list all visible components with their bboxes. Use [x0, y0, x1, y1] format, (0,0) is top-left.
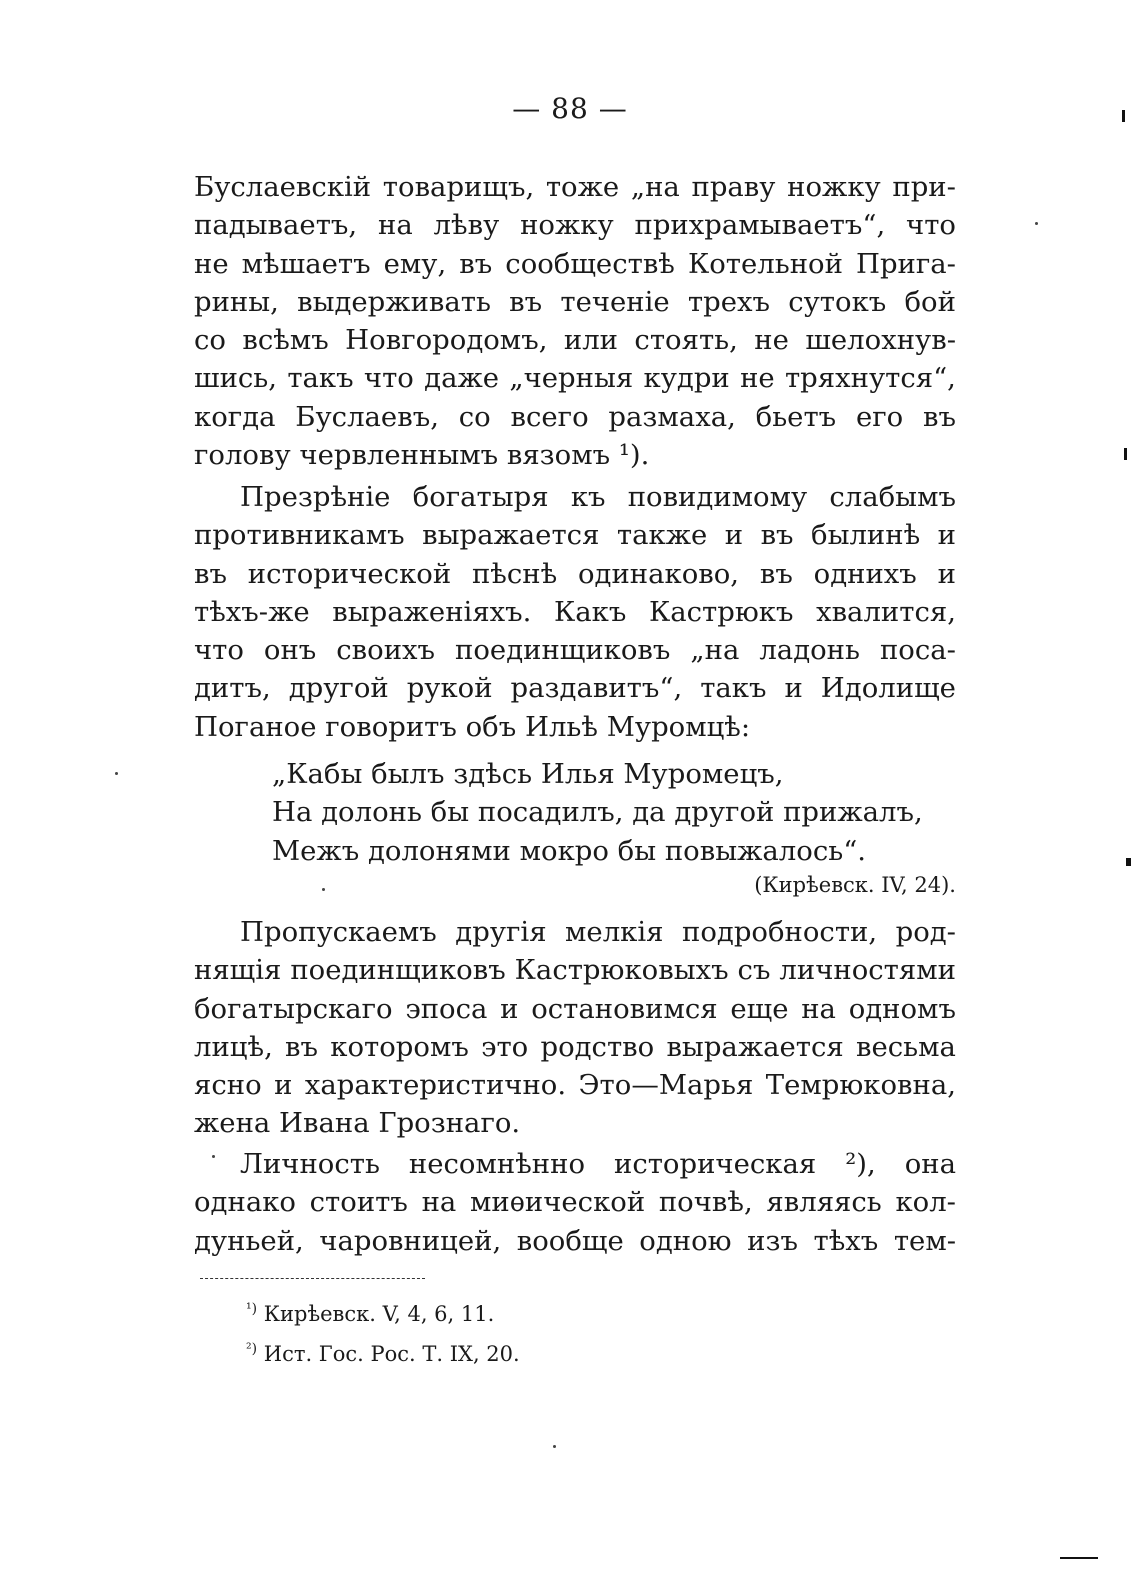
word: Новгородомъ,: [345, 324, 548, 357]
word: и: [724, 519, 744, 552]
word: въ: [923, 400, 956, 433]
word: поса-: [879, 634, 956, 667]
word: шись,: [194, 362, 278, 395]
paragraph-4: [194, 1145, 956, 1260]
word: не: [740, 362, 775, 395]
word: подробности,: [682, 916, 878, 948]
word: Какъ: [554, 595, 627, 628]
word: рукой: [406, 672, 493, 705]
word: мѣшаетъ: [241, 247, 371, 280]
word: размаха,: [608, 400, 736, 433]
scan-edge-mark: [1126, 858, 1131, 866]
word: со: [458, 400, 491, 433]
word: стоять,: [634, 324, 738, 357]
word: другой: [288, 672, 389, 705]
text-line: [194, 1066, 956, 1104]
text-line: [194, 1183, 956, 1221]
word: однихъ: [813, 557, 917, 590]
text-line: [194, 1222, 956, 1260]
scan-edge-mark: [1122, 110, 1125, 122]
word: выражается: [422, 519, 600, 552]
word: эпоса: [405, 992, 488, 1025]
word: остановимся: [531, 992, 718, 1025]
word: въ: [459, 247, 493, 280]
word: повидимому: [627, 481, 808, 513]
scan-speck: [212, 1155, 215, 1158]
word: весьма: [856, 1030, 956, 1063]
text-line: [194, 990, 956, 1028]
text-line: [194, 436, 956, 474]
verse-text: На долонь бы посадилъ, да другой прижалъ,: [272, 796, 923, 829]
word: раздавитъ“,: [510, 672, 683, 705]
word: при-: [892, 171, 956, 203]
word: противникамъ: [194, 519, 405, 552]
word: хвалится,: [816, 595, 956, 628]
verse-citation: (Кирѣевск. IV, 24).: [754, 873, 956, 897]
word: чаровницей,: [319, 1224, 502, 1257]
word: это: [481, 1030, 529, 1063]
word: ему,: [383, 247, 447, 280]
word: историческая: [613, 1148, 817, 1180]
word: поединщиковъ: [455, 634, 671, 667]
scan-speck: [553, 1445, 556, 1448]
word: его: [855, 400, 904, 433]
word: теченіе: [560, 285, 670, 318]
word: что: [363, 362, 414, 395]
word: Буслаевъ,: [295, 400, 439, 433]
word: когда: [194, 400, 276, 433]
word: лицѣ,: [194, 1030, 273, 1063]
word: что: [194, 634, 244, 667]
word: къ: [570, 481, 606, 513]
word: ножку: [520, 209, 614, 242]
word: и: [937, 519, 956, 552]
text-line: [194, 708, 956, 746]
line-text: Поганое говоритъ объ Ильѣ Муромцѣ:: [194, 710, 751, 743]
word: богатырскаго: [194, 992, 393, 1025]
word: шелохнув-: [805, 324, 956, 357]
text-line: [194, 398, 956, 436]
text-line: [194, 478, 956, 516]
text-line: [194, 593, 956, 631]
word: падываетъ,: [194, 209, 358, 242]
word: тѣхъ: [813, 1224, 879, 1257]
word: она: [904, 1148, 956, 1180]
word: еще: [730, 992, 789, 1025]
word: род-: [895, 916, 956, 948]
word: лѣву: [433, 209, 500, 242]
word: кол-: [895, 1186, 956, 1219]
word: являясь: [766, 1186, 882, 1219]
verse-text: Межъ долонями мокро бы повыжалось“.: [272, 834, 866, 867]
word: бьетъ: [755, 400, 837, 433]
text-line: [194, 168, 956, 206]
word: вообще: [516, 1224, 624, 1257]
word: сутокъ: [788, 285, 887, 318]
word: почвѣ,: [658, 1186, 753, 1219]
verse-text: „Кабы былъ здѣсь Илья Муромецъ,: [272, 758, 784, 790]
text-line: [194, 516, 956, 554]
paragraph-3: [194, 913, 956, 1143]
line-text: голову червленнымъ вязомъ ¹).: [194, 439, 650, 472]
word: выдерживать: [297, 285, 491, 318]
paragraph-1: [194, 168, 956, 474]
verse-line: [194, 832, 956, 870]
word: Личность: [240, 1148, 380, 1180]
word: трехъ: [687, 285, 771, 318]
word: или: [563, 324, 618, 357]
text-line: [194, 245, 956, 283]
word: ²),: [845, 1148, 876, 1180]
word: одномъ: [848, 992, 956, 1025]
verse-quote: [194, 755, 956, 870]
word: несомнѣнно: [408, 1148, 585, 1180]
word: „на: [630, 171, 680, 203]
word: товарищъ,: [382, 171, 535, 203]
word: въ: [509, 285, 543, 318]
word: такъ: [287, 362, 354, 395]
word: изъ: [747, 1224, 798, 1257]
word: исторической: [247, 557, 452, 590]
text-line: [194, 1028, 956, 1066]
word: прихрамываетъ“,: [634, 209, 886, 242]
footnote-text: Кирѣевск. V, 4, 6, 11.: [263, 1302, 495, 1326]
word: ладонь: [759, 634, 860, 667]
text-line: [194, 951, 956, 989]
word: со: [194, 324, 226, 357]
footnote-text: Ист. Гос. Рос. Т. IX, 20.: [263, 1342, 520, 1366]
word: Кастрюкъ: [648, 595, 794, 628]
word: что: [906, 209, 956, 242]
word: въ: [760, 519, 794, 552]
word: былинѣ: [811, 519, 921, 552]
word: поединщиковъ: [290, 954, 506, 987]
word: не: [754, 324, 789, 357]
text-line: [194, 1104, 956, 1142]
word: Прига-: [855, 247, 956, 280]
footnote-mark: ²): [246, 1341, 258, 1357]
word: сообществѣ: [505, 247, 675, 280]
text-line: [194, 1145, 956, 1183]
word: миѳической: [469, 1186, 646, 1219]
verse-line: [194, 793, 956, 831]
scan-speck: [1035, 222, 1038, 225]
line-text: жена Ивана Грознаго.: [194, 1107, 521, 1140]
word: другія: [455, 916, 547, 948]
word: тоже: [545, 171, 620, 203]
word: пѣснѣ: [471, 557, 558, 590]
word: богатыря: [412, 481, 549, 513]
word: однако: [194, 1186, 296, 1219]
word: стоитъ: [309, 1186, 408, 1219]
word: выражается: [666, 1030, 844, 1063]
word: даже: [424, 362, 500, 395]
page-number: — 88 —: [512, 92, 628, 125]
word: Пропускаемъ: [240, 916, 437, 948]
word: своихъ: [336, 634, 436, 667]
word: Идолище: [820, 672, 956, 705]
word: Это—Марья: [578, 1069, 754, 1102]
footnotes: [246, 1292, 520, 1372]
word: бой: [904, 285, 956, 318]
word: Котельной: [687, 247, 843, 280]
word: ножку: [787, 171, 881, 203]
text-line: [194, 555, 956, 593]
scan-speck: [322, 888, 325, 891]
word: „на: [690, 634, 740, 667]
word: выраженіяхъ.: [332, 595, 532, 628]
word: рины,: [194, 285, 279, 318]
word: „черныя: [509, 362, 634, 395]
word: всѣмъ: [242, 324, 329, 357]
word: Темрюковна,: [765, 1069, 956, 1102]
footnote-1: [246, 1292, 520, 1332]
scan-edge-mark: [1124, 448, 1127, 460]
word: также: [616, 519, 708, 552]
scan-edge-mark: [1060, 1557, 1098, 1559]
text-line: [194, 359, 956, 397]
word: и: [784, 672, 803, 705]
word: родство: [540, 1030, 655, 1063]
text-line: [194, 321, 956, 359]
text-line: [194, 913, 956, 951]
word: на: [801, 992, 836, 1025]
word: и: [500, 992, 519, 1025]
word: слабымъ: [829, 481, 956, 513]
text-line: [194, 206, 956, 244]
word: съ: [737, 954, 771, 987]
word: и: [937, 557, 956, 590]
word: и: [274, 1069, 293, 1102]
paragraph-2: [194, 478, 956, 746]
word: тѣхъ-же: [194, 595, 310, 628]
word: тряхнутся“,: [784, 362, 956, 395]
footnote-2: [246, 1332, 520, 1372]
word: дуньей,: [194, 1224, 304, 1257]
word: такъ: [700, 672, 767, 705]
word: Кастрюковыхъ: [514, 954, 729, 987]
text-line: [194, 669, 956, 707]
verse-line: [194, 755, 956, 793]
word: одинаково,: [577, 557, 740, 590]
word: тем-: [893, 1224, 956, 1257]
word: кудри: [643, 362, 730, 395]
word: на: [421, 1186, 457, 1219]
word: Буслаевскій: [194, 171, 372, 203]
word: праву: [691, 171, 776, 203]
text-line: [194, 631, 956, 669]
word: въ: [759, 557, 793, 590]
word: личностями: [779, 954, 956, 987]
text-line: [194, 283, 956, 321]
word: Презрѣніе: [240, 481, 391, 513]
word: мелкія: [565, 916, 664, 948]
word: нящія: [194, 954, 282, 987]
word: одною: [639, 1224, 732, 1257]
footnote-divider: [200, 1278, 425, 1279]
footnote-mark: ¹): [246, 1301, 258, 1317]
word: которомъ: [330, 1030, 469, 1063]
scan-speck: [115, 772, 118, 775]
word: на: [377, 209, 413, 242]
word: онъ: [263, 634, 317, 667]
word: характеристично.: [304, 1069, 567, 1102]
word: въ: [194, 557, 227, 590]
word: всего: [510, 400, 589, 433]
word: въ: [285, 1030, 319, 1063]
word: не: [194, 247, 229, 280]
word: ясно: [194, 1069, 262, 1102]
word: дитъ,: [194, 672, 271, 705]
